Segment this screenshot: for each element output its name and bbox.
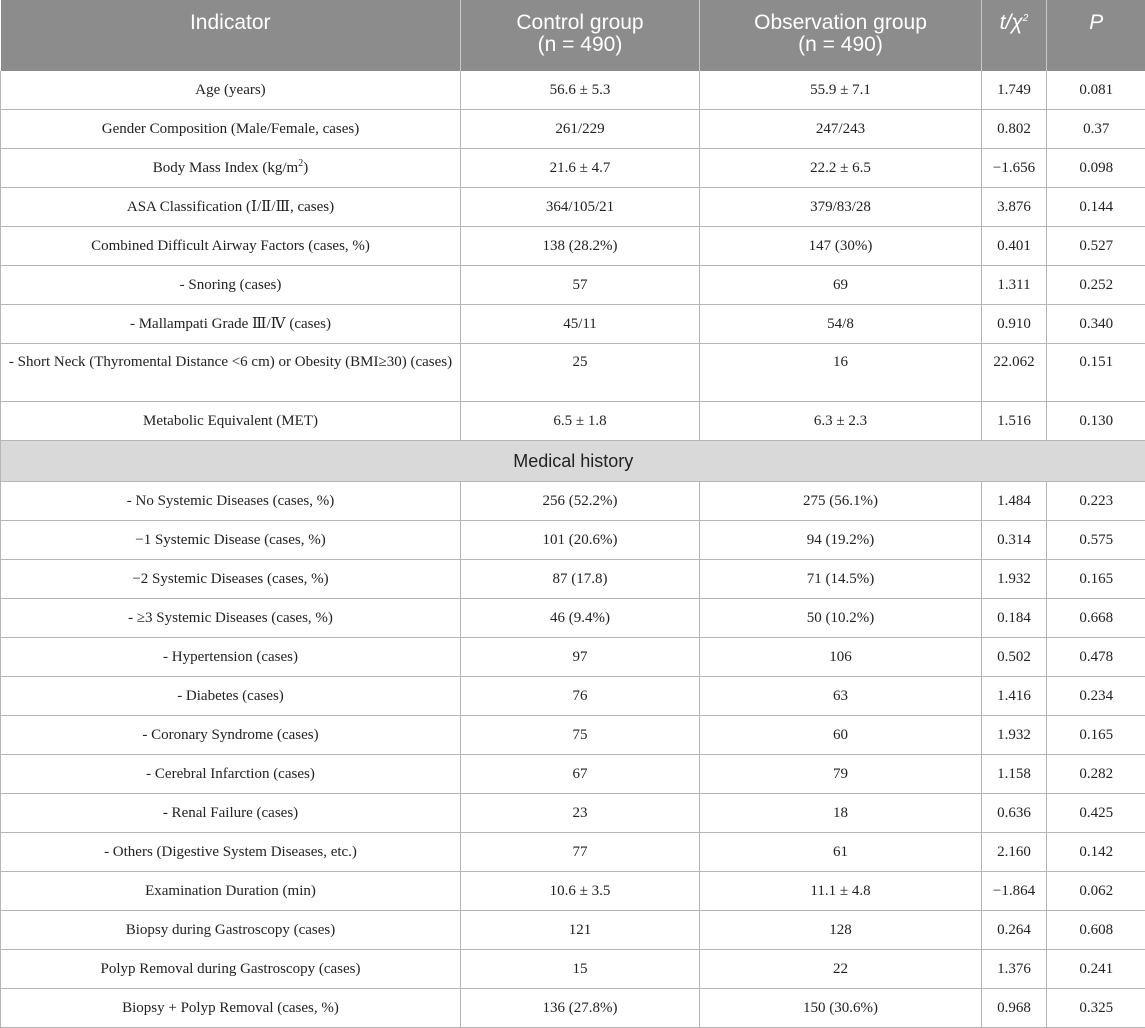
cell-observation: 71 (14.5%) [700, 560, 982, 599]
table-row [1, 716, 1145, 755]
cell-control: 46 (9.4%) [461, 599, 700, 638]
header-t-chi-label: t/χ [1000, 11, 1023, 34]
header-observation-group [700, 0, 982, 71]
cell-observation: 6.3 ± 2.3 [700, 402, 982, 441]
cell-t: 0.314 [982, 521, 1047, 560]
cell-p: 0.165 [1047, 560, 1145, 599]
cell-indicator: −2 Systemic Diseases (cases, %) [1, 560, 461, 599]
table-row [1, 305, 1145, 344]
cell-observation: 275 (56.1%) [700, 482, 982, 521]
cell-t: 1.932 [982, 716, 1047, 755]
cell-p: 0.165 [1047, 716, 1145, 755]
header-t-chi-square [982, 0, 1047, 71]
table-row [1, 482, 1145, 521]
header-observation-n: (n = 490) [700, 34, 981, 56]
table-row [1, 638, 1145, 677]
cell-p: 0.234 [1047, 677, 1145, 716]
cell-observation: 94 (19.2%) [700, 521, 982, 560]
table-row [1, 110, 1145, 149]
cell-control: 101 (20.6%) [461, 521, 700, 560]
section-label: Medical history [1, 441, 1145, 482]
cell-p: 0.325 [1047, 989, 1145, 1028]
cell-observation: 55.9 ± 7.1 [700, 71, 982, 110]
cell-observation: 22 [700, 950, 982, 989]
cell-p: 0.081 [1047, 71, 1145, 110]
cell-t: 0.502 [982, 638, 1047, 677]
cell-control: 261/229 [461, 110, 700, 149]
cell-t: 0.264 [982, 911, 1047, 950]
cell-t: 0.910 [982, 305, 1047, 344]
table-header-row [1, 0, 1145, 71]
cell-indicator: −1 Systemic Disease (cases, %) [1, 521, 461, 560]
cell-t: 1.484 [982, 482, 1047, 521]
table-body [1, 71, 1145, 1028]
table-row [1, 149, 1145, 188]
cell-control: 75 [461, 716, 700, 755]
cell-control: 87 (17.8) [461, 560, 700, 599]
table-row [1, 188, 1145, 227]
cell-t: 1.416 [982, 677, 1047, 716]
cell-t: 1.311 [982, 266, 1047, 305]
cell-control: 21.6 ± 4.7 [461, 149, 700, 188]
cell-indicator: Polyp Removal during Gastroscopy (cases) [1, 950, 461, 989]
cell-p: 0.478 [1047, 638, 1145, 677]
cell-t: 0.184 [982, 599, 1047, 638]
bmi-tail: ) [303, 160, 308, 176]
cell-p: 0.223 [1047, 482, 1145, 521]
cell-observation: 18 [700, 794, 982, 833]
table-row [1, 521, 1145, 560]
cell-indicator: - Cerebral Infarction (cases) [1, 755, 461, 794]
section-row-medical-history [1, 441, 1145, 482]
cell-indicator: - Coronary Syndrome (cases) [1, 716, 461, 755]
cell-indicator [1, 149, 461, 188]
table-row [1, 911, 1145, 950]
table-row [1, 266, 1145, 305]
cell-observation: 106 [700, 638, 982, 677]
cell-observation: 11.1 ± 4.8 [700, 872, 982, 911]
header-control-group [461, 0, 700, 71]
table-row [1, 794, 1145, 833]
cell-indicator: - ≥3 Systemic Diseases (cases, %) [1, 599, 461, 638]
cell-indicator: - Others (Digestive System Diseases, etc.) [1, 833, 461, 872]
cell-observation: 69 [700, 266, 982, 305]
bmi-label: Body Mass Index (kg/m [153, 160, 298, 176]
table-row [1, 71, 1145, 110]
cell-control: 138 (28.2%) [461, 227, 700, 266]
cell-control: 6.5 ± 1.8 [461, 402, 700, 441]
cell-control: 57 [461, 266, 700, 305]
header-t-chi-sup: 2 [1023, 13, 1029, 24]
cell-control: 256 (52.2%) [461, 482, 700, 521]
table-row [1, 755, 1145, 794]
cell-p: 0.252 [1047, 266, 1145, 305]
header-indicator [1, 0, 461, 71]
cell-indicator: ASA Classification (Ⅰ/Ⅱ/Ⅲ, cases) [1, 188, 461, 227]
cell-t: 1.516 [982, 402, 1047, 441]
cell-t: 0.802 [982, 110, 1047, 149]
cell-control: 56.6 ± 5.3 [461, 71, 700, 110]
cell-control: 136 (27.8%) [461, 989, 700, 1028]
table-row [1, 227, 1145, 266]
cell-t: 1.749 [982, 71, 1047, 110]
cell-control: 77 [461, 833, 700, 872]
cell-indicator: Biopsy during Gastroscopy (cases) [1, 911, 461, 950]
header-control-label: Control group [461, 12, 699, 34]
cell-control: 45/11 [461, 305, 700, 344]
cell-p: 0.062 [1047, 872, 1145, 911]
cell-p: 0.130 [1047, 402, 1145, 441]
cell-p: 0.608 [1047, 911, 1145, 950]
cell-observation: 79 [700, 755, 982, 794]
table-row [1, 677, 1145, 716]
cell-t: 1.376 [982, 950, 1047, 989]
header-control-n: (n = 490) [461, 34, 699, 56]
cell-p: 0.142 [1047, 833, 1145, 872]
cell-t: −1.864 [982, 872, 1047, 911]
cell-t: 3.876 [982, 188, 1047, 227]
cell-observation: 50 (10.2%) [700, 599, 982, 638]
cell-control: 10.6 ± 3.5 [461, 872, 700, 911]
cell-indicator: - Diabetes (cases) [1, 677, 461, 716]
cell-t: −1.656 [982, 149, 1047, 188]
cell-p: 0.340 [1047, 305, 1145, 344]
cell-indicator: Metabolic Equivalent (MET) [1, 402, 461, 441]
cell-observation: 54/8 [700, 305, 982, 344]
cell-indicator: Gender Composition (Male/Female, cases) [1, 110, 461, 149]
cell-observation: 150 (30.6%) [700, 989, 982, 1028]
cell-observation: 63 [700, 677, 982, 716]
header-p-label: P [1089, 11, 1103, 34]
cell-p: 0.668 [1047, 599, 1145, 638]
bmi-sup: 2 [298, 158, 303, 169]
cell-indicator: Combined Difficult Airway Factors (cases, %) [1, 227, 461, 266]
cell-control: 15 [461, 950, 700, 989]
cell-t: 0.968 [982, 989, 1047, 1028]
header-observation-label: Observation group [700, 12, 981, 34]
cell-control: 25 [461, 344, 700, 402]
cell-t: 0.636 [982, 794, 1047, 833]
cell-observation: 247/243 [700, 110, 982, 149]
cell-control: 67 [461, 755, 700, 794]
cell-indicator: Examination Duration (min) [1, 872, 461, 911]
cell-t: 22.062 [982, 344, 1047, 402]
cell-t: 2.160 [982, 833, 1047, 872]
table-row [1, 560, 1145, 599]
cell-observation: 379/83/28 [700, 188, 982, 227]
table-row [1, 989, 1145, 1028]
cell-observation: 128 [700, 911, 982, 950]
cell-p: 0.575 [1047, 521, 1145, 560]
cell-p: 0.144 [1047, 188, 1145, 227]
cell-control: 76 [461, 677, 700, 716]
cell-control: 23 [461, 794, 700, 833]
cell-control: 364/105/21 [461, 188, 700, 227]
table-row [1, 402, 1145, 441]
cell-t: 1.932 [982, 560, 1047, 599]
cell-indicator: - Hypertension (cases) [1, 638, 461, 677]
header-indicator-label: Indicator [190, 11, 271, 34]
cell-observation: 147 (30%) [700, 227, 982, 266]
table-row [1, 599, 1145, 638]
cell-p: 0.151 [1047, 344, 1145, 402]
cell-p: 0.37 [1047, 110, 1145, 149]
cell-indicator: - Snoring (cases) [1, 266, 461, 305]
cell-p: 0.241 [1047, 950, 1145, 989]
cell-p: 0.098 [1047, 149, 1145, 188]
table-row [1, 833, 1145, 872]
cell-control: 97 [461, 638, 700, 677]
table-row [1, 872, 1145, 911]
cell-indicator: - No Systemic Diseases (cases, %) [1, 482, 461, 521]
cell-indicator: - Mallampati Grade Ⅲ/Ⅳ (cases) [1, 305, 461, 344]
cell-indicator: Age (years) [1, 71, 461, 110]
cell-observation: 60 [700, 716, 982, 755]
cell-observation: 61 [700, 833, 982, 872]
cell-indicator: - Renal Failure (cases) [1, 794, 461, 833]
cell-indicator: Biopsy + Polyp Removal (cases, %) [1, 989, 461, 1028]
table-row [1, 344, 1145, 402]
cell-p: 0.527 [1047, 227, 1145, 266]
cell-p: 0.425 [1047, 794, 1145, 833]
cell-control: 121 [461, 911, 700, 950]
cell-observation: 22.2 ± 6.5 [700, 149, 982, 188]
cell-t: 1.158 [982, 755, 1047, 794]
cell-t: 0.401 [982, 227, 1047, 266]
cell-indicator: - Short Neck (Thyromental Distance <6 cm) or Obesity (BMI≥30) (cases) [1, 344, 461, 402]
table-row [1, 950, 1145, 989]
header-p-value [1047, 0, 1145, 71]
cell-p: 0.282 [1047, 755, 1145, 794]
cell-observation: 16 [700, 344, 982, 402]
